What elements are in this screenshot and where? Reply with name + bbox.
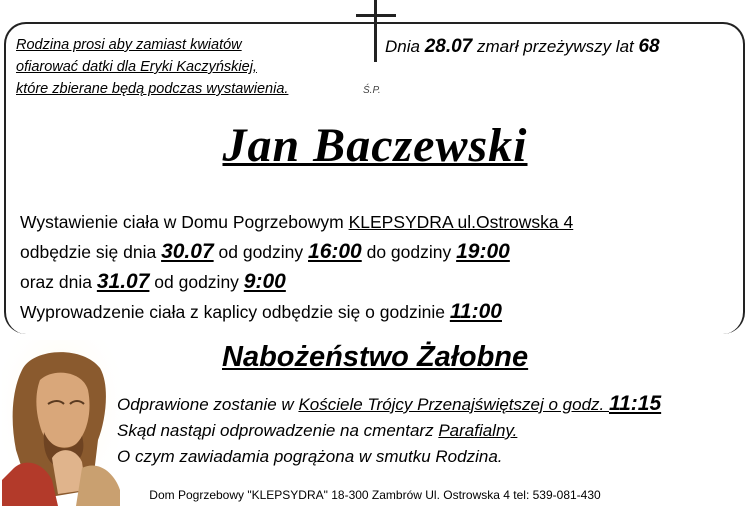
request-line: ofiarować datki dla Eryki Kaczyńskiej, [16, 59, 257, 75]
donation-request [16, 34, 288, 100]
viewing-text: Wyprowadzenie ciała z kaplicy odbędzie się o godzinie [20, 302, 450, 322]
viewing-time-to: 19:00 [456, 240, 510, 263]
service-line-2 [117, 418, 661, 444]
viewing-text: odbędzie się dnia [20, 242, 162, 262]
service-text: Odprawione zostanie w [117, 395, 299, 414]
sp-label: Ś.P. [363, 85, 381, 96]
church-name: Kościele Trójcy Przenajświętszej o godz. [298, 395, 609, 414]
request-line: które zbierane będą podczas wystawienia. [16, 81, 289, 97]
viewing-text: od godziny [149, 272, 244, 292]
death-middle: zmarł przeżywszy lat [472, 37, 639, 56]
viewing-time-2: 9:00 [243, 270, 286, 293]
viewing-text: od godziny [213, 242, 309, 262]
service-info [117, 391, 661, 470]
viewing-line-3 [20, 267, 573, 297]
viewing-line-1 [20, 207, 573, 237]
viewing-text: Wystawienie ciała w Domu Pogrzebowym [20, 212, 349, 232]
praying-jesus-image [2, 340, 120, 506]
viewing-date-1: 30.07 [161, 240, 214, 263]
death-date: 28.07 [424, 36, 473, 57]
death-prefix: Dnia [385, 37, 425, 56]
viewing-date-2: 31.07 [96, 270, 150, 293]
cross-icon [374, 0, 377, 62]
viewing-text: do godziny [361, 242, 457, 262]
service-text: Skąd nastąpi odprowadzenie na cmentarz [117, 421, 439, 440]
funeral-home-place: KLEPSYDRA ul.Ostrowska 4 [348, 212, 574, 232]
service-title: Nabożeństwo Żałobne [222, 341, 529, 373]
viewing-text: oraz dnia [20, 272, 97, 292]
viewing-info [20, 207, 573, 327]
departure-time: 11:00 [449, 300, 502, 323]
viewing-line-2 [20, 237, 573, 267]
funeral-home-footer: Dom Pogrzebowy "KLEPSYDRA" 18-300 Zambrów Ul. Ostrowska 4 tel: 539-081-430 [149, 488, 601, 502]
viewing-time-from: 16:00 [308, 240, 362, 263]
deceased-name: Jan Baczewski [222, 119, 528, 172]
death-age: 68 [638, 36, 660, 57]
viewing-line-4 [20, 297, 573, 327]
service-line-3: O czym zawiadamia pogrążona w smutku Rodzina. [117, 447, 503, 466]
cemetery-name: Parafialny. [438, 421, 518, 440]
service-line-1 [117, 391, 661, 418]
cross-icon-bar [356, 14, 396, 17]
request-line: Rodzina prosi aby zamiast kwiatów [16, 37, 242, 53]
death-info [385, 36, 660, 58]
service-time: 11:15 [608, 392, 662, 415]
